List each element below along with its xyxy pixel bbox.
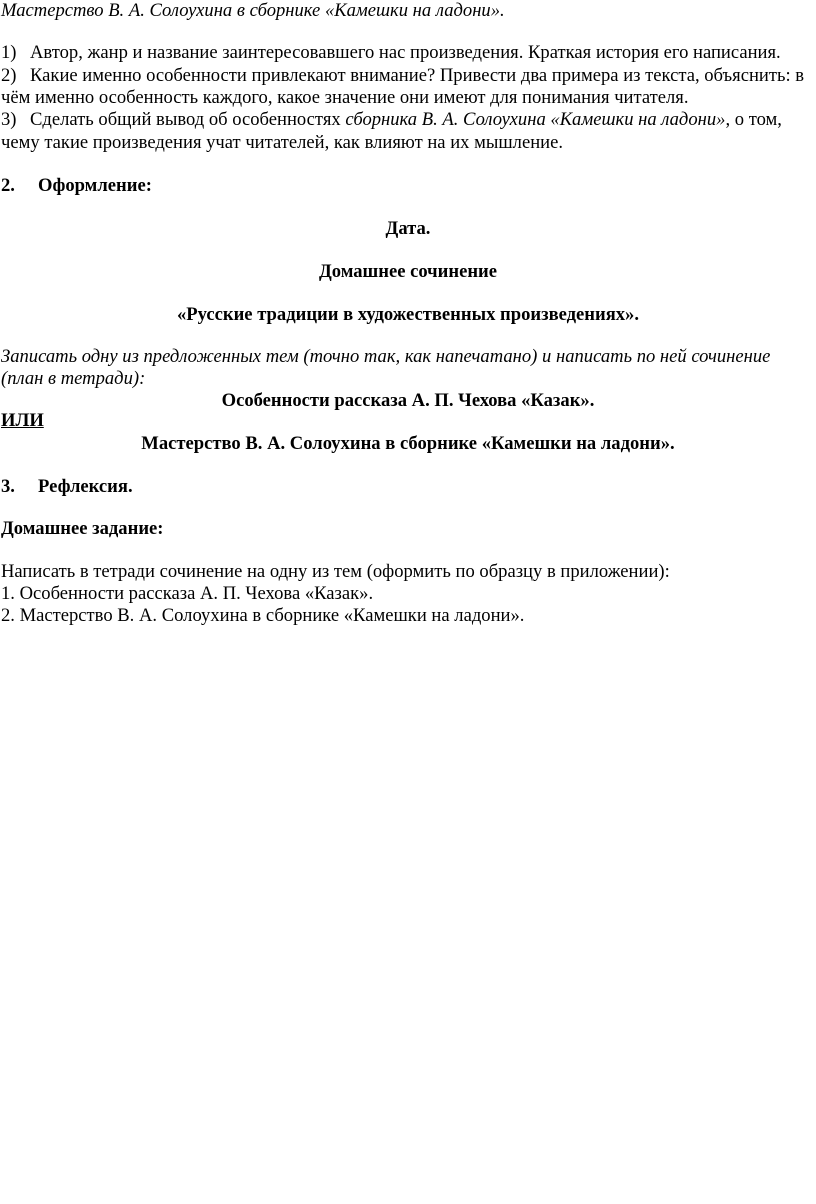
section-3-number: 3.	[1, 476, 15, 497]
date-label: Дата.	[385, 218, 431, 239]
analysis-item-3-number: 3)	[1, 109, 17, 130]
section-3-heading	[1, 476, 133, 498]
homework-intro: Написать в тетради сочинение на одну из тем (оформить по образцу в приложении):	[1, 561, 670, 582]
homework-item-2: 2. Мастерство В. А. Солоухина в сборнике «Камешки на ладони».	[1, 605, 525, 626]
topic-1: Особенности рассказа А. П. Чехова «Казак».	[221, 390, 595, 411]
top-title: Мастерство В. А. Солоухина в сборнике «Камешки на ладони».	[1, 0, 505, 21]
analysis-item-2-line1	[1, 65, 804, 87]
section-2-title: Оформление:	[38, 175, 152, 196]
section-3-title: Рефлексия.	[38, 476, 133, 497]
instruction-line-1: Записать одну из предложенных тем (точно так, как напечатано) и написать по ней сочинение	[1, 346, 771, 367]
analysis-item-3-italic-title: сборника В. А. Солоухина «Камешки на ладони»	[345, 109, 726, 130]
analysis-item-1-text: Автор, жанр и название заинтересовавшего нас произведения. Краткая история его написания.	[30, 42, 781, 63]
essay-theme: «Русские традиции в художественных произведениях».	[176, 304, 640, 325]
analysis-item-1	[1, 42, 781, 64]
analysis-item-3-line2: чему такие произведения учат читателей, как влияют на их мышление.	[1, 132, 563, 153]
analysis-item-3-tail: , о том,	[725, 109, 782, 130]
analysis-item-2-text: Какие именно особенности привлекают внимание? Привести два примера из текста, объяснить: в	[30, 65, 805, 86]
homework-item-1: 1. Особенности рассказа А. П. Чехова «Казак».	[1, 583, 374, 604]
analysis-item-2-number: 2)	[1, 65, 17, 86]
analysis-item-3-line1	[1, 109, 782, 131]
section-2-heading	[1, 175, 152, 197]
analysis-item-2-line2: чём именно особенность каждого, какое значение они имеют для понимания читателя.	[1, 87, 689, 108]
instruction-line-2: (план в тетради):	[1, 368, 146, 389]
analysis-item-1-number: 1)	[1, 42, 17, 63]
analysis-item-3-text: Сделать общий вывод об особенностях	[30, 109, 346, 130]
homework-essay-label: Домашнее сочинение	[318, 261, 498, 282]
or-label: ИЛИ	[1, 410, 44, 431]
homework-heading: Домашнее задание:	[1, 518, 164, 539]
topic-2: Мастерство В. А. Солоухина в сборнике «Камешки на ладони».	[141, 433, 675, 454]
section-2-number: 2.	[1, 175, 15, 196]
